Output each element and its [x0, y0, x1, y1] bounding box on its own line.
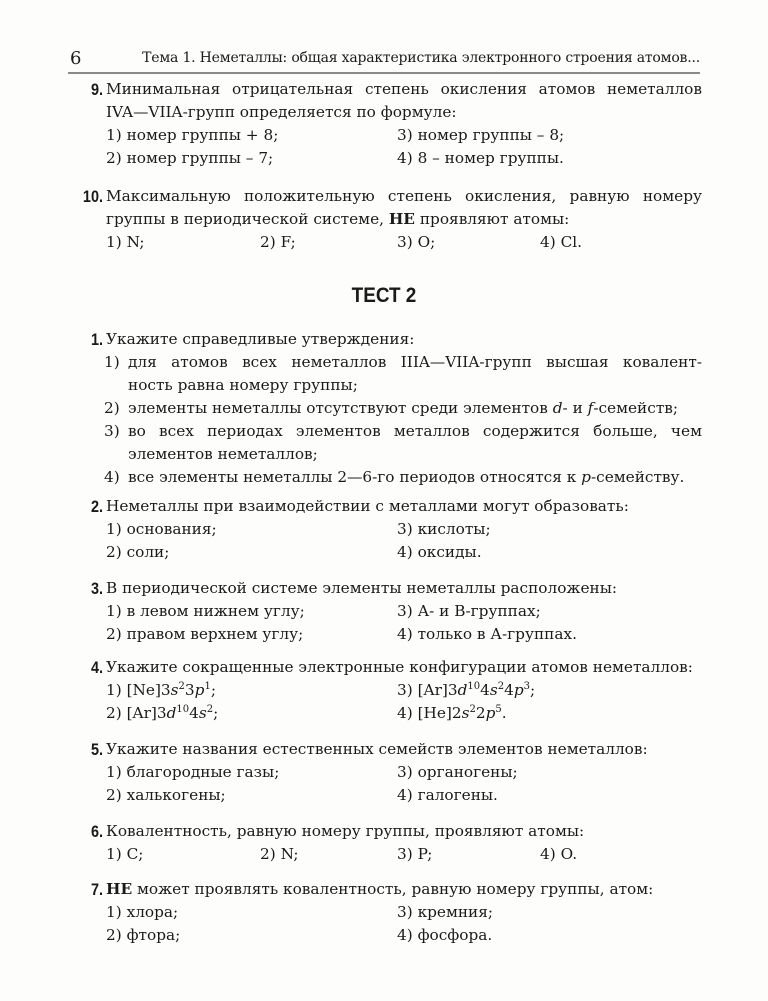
statement-line: элементов неметаллов;	[128, 445, 318, 463]
question-number: 7.	[90, 880, 103, 899]
answer-option[interactable]: 3) O;	[397, 233, 436, 251]
statement-line: элементы неметаллы отсутствуют среди элементов d- и f-семейств;	[128, 399, 679, 417]
answer-option[interactable]: 4) галогены.	[397, 786, 498, 804]
answer-option[interactable]: 3) P;	[397, 845, 433, 863]
statement-item	[104, 420, 702, 466]
answer-option[interactable]: 4) O.	[540, 845, 578, 863]
question-text-line: Максимальную положительную степень окисления, равную номеру	[106, 187, 702, 205]
options-row	[106, 518, 702, 541]
question-block	[70, 185, 702, 254]
running-title: Тема 1. Неметаллы: общая характеристика электронного строения атомов...	[142, 50, 700, 66]
answer-option[interactable]: 2) номер группы – 7;	[106, 149, 274, 167]
question-text-line: IVA—VIIA-групп определяется по формуле:	[106, 103, 457, 121]
statement-line: для атомов всех неметаллов IIIA—VIIA-групп высшая ковалент-	[128, 353, 702, 371]
answer-option[interactable]: 2) фтора;	[106, 926, 181, 944]
question-number: 3.	[90, 579, 103, 598]
question-text-line: НЕ может проявлять ковалентность, равную номеру группы, атом:	[106, 880, 654, 898]
question-number: 9.	[90, 80, 103, 99]
statement-item	[104, 351, 702, 397]
answer-option[interactable]: 2) $[Ar]3d^{10}4s^2$;	[106, 703, 219, 722]
question-text-line: Минимальная отрицательная степень окисления атомов неметаллов	[106, 80, 702, 98]
answer-option[interactable]: 4) оксиды.	[397, 543, 482, 561]
question-number: 1.	[90, 330, 103, 349]
italic-symbol: d	[552, 399, 563, 417]
question-number: 6.	[90, 822, 103, 841]
statement-number: 1)	[104, 353, 120, 371]
answer-option[interactable]: 3) кремния;	[397, 903, 494, 921]
statement-number: 2)	[104, 399, 120, 417]
answer-option[interactable]: 2) соли;	[106, 543, 170, 561]
options-row	[106, 231, 702, 254]
statement-number: 4)	[104, 468, 120, 486]
superscript: 2	[469, 703, 476, 715]
superscript: 3	[523, 680, 530, 692]
statement-text	[128, 397, 702, 420]
answer-option[interactable]: 2) халькогены;	[106, 786, 226, 804]
answer-option[interactable]: 4) фосфора.	[397, 926, 493, 944]
italic-symbol: p	[194, 681, 205, 699]
options-row	[106, 702, 702, 725]
superscript: 2	[497, 680, 505, 692]
options-row	[106, 600, 702, 623]
italic-symbol: p	[485, 704, 496, 722]
italic-symbol: p	[513, 681, 524, 699]
answer-option[interactable]: 2) правом верхнем углу;	[106, 625, 304, 643]
answer-option[interactable]: 1) в левом нижнем углу;	[106, 602, 305, 620]
answer-option[interactable]: 3) органогены;	[397, 763, 518, 781]
options-row	[106, 761, 702, 784]
statement-number: 3)	[104, 422, 120, 440]
statement-text	[128, 420, 702, 466]
question-text-line: Укажите сокращенные электронные конфигурации атомов неметаллов:	[106, 658, 693, 676]
answer-option[interactable]: 1) $[Ne]3s^23p^1$;	[106, 680, 216, 699]
header-rule	[68, 72, 700, 74]
answer-option[interactable]: 1) хлора;	[106, 903, 179, 921]
answer-option[interactable]: 3) кислоты;	[397, 520, 491, 538]
options-row	[106, 679, 702, 702]
answer-option[interactable]: 1) основания;	[106, 520, 217, 538]
question-number: 2.	[90, 497, 103, 516]
test-title: ТЕСТ 2	[351, 284, 417, 307]
italic-symbol: p	[581, 468, 591, 486]
answer-option[interactable]: 1) C;	[106, 845, 144, 863]
question-block	[70, 577, 702, 646]
statement-item	[104, 397, 702, 420]
question-text-line: В периодической системе элементы неметаллы расположены:	[106, 579, 618, 597]
superscript: 2	[178, 680, 185, 692]
italic-symbol: s	[489, 681, 498, 699]
bold-text: НЕ	[388, 210, 415, 228]
bold-text: НЕ	[106, 880, 133, 898]
options-row	[106, 124, 702, 147]
italic-symbol: s	[170, 681, 179, 699]
statement-item	[104, 466, 702, 489]
answer-option[interactable]: 1) номер группы + 8;	[106, 126, 279, 144]
answer-option[interactable]: 1) N;	[106, 233, 145, 251]
superscript: 2	[206, 703, 214, 715]
question-text-line: Неметаллы при взаимодействии с металлами могут образовать:	[106, 497, 629, 515]
answer-option[interactable]: 2) N;	[260, 845, 299, 863]
options-row	[106, 541, 702, 564]
question-block	[70, 328, 702, 489]
statement-line: все элементы неметаллы 2—6-го периодов относятся к p-семейству.	[128, 468, 685, 486]
superscript: 1	[204, 680, 211, 692]
italic-symbol: d	[166, 704, 177, 722]
statement-text	[128, 466, 702, 489]
italic-symbol: f	[587, 399, 594, 417]
superscript: 10	[467, 680, 481, 692]
question-number: 5.	[90, 740, 103, 759]
answer-option[interactable]: 4) только в А-группах.	[397, 625, 577, 643]
answer-option[interactable]: 1) благородные газы;	[106, 763, 280, 781]
answer-option[interactable]: 4) Cl.	[540, 233, 583, 251]
italic-symbol: d	[457, 681, 468, 699]
answer-option[interactable]: 4) 8 – номер группы.	[397, 149, 564, 167]
question-text-line: Укажите справедливые утверждения:	[106, 330, 415, 348]
answer-option[interactable]: 4) $[He]2s^22p^5$.	[397, 703, 507, 722]
answer-option[interactable]: 2) F;	[260, 233, 296, 251]
superscript: 10	[176, 703, 190, 715]
question-block	[70, 495, 702, 564]
question-block	[70, 656, 702, 725]
page-number: 6	[70, 48, 82, 69]
options-row	[106, 147, 702, 170]
statement-line: ность равна номеру группы;	[128, 376, 358, 394]
question-number: 10.	[82, 187, 103, 206]
question-block	[70, 878, 702, 947]
answer-option[interactable]: 3) А- и В-группах;	[397, 602, 541, 620]
statement-line: во всех периодах элементов металлов содержится больше, чем	[128, 422, 702, 440]
question-block	[70, 78, 702, 170]
options-row	[106, 623, 702, 646]
superscript: 5	[495, 703, 502, 715]
italic-symbol: s	[198, 704, 207, 722]
options-row	[106, 901, 702, 924]
question-number: 4.	[90, 658, 103, 677]
answer-option[interactable]: 3) номер группы – 8;	[397, 126, 565, 144]
question-text-line: группы в периодической системе, НЕ проявляют атомы:	[106, 210, 570, 228]
statement-text	[128, 351, 702, 397]
options-row	[106, 924, 702, 947]
question-block	[70, 820, 702, 866]
italic-symbol: s	[461, 704, 470, 722]
question-text-line: Ковалентность, равную номеру группы, проявляют атомы:	[106, 822, 585, 840]
question-block	[70, 738, 702, 807]
options-row	[106, 843, 702, 866]
question-text-line: Укажите названия естественных семейств элементов неметаллов:	[106, 740, 648, 758]
answer-option[interactable]: 3) $[Ar]3d^{10}4s^24p^3$;	[397, 680, 536, 699]
options-row	[106, 784, 702, 807]
